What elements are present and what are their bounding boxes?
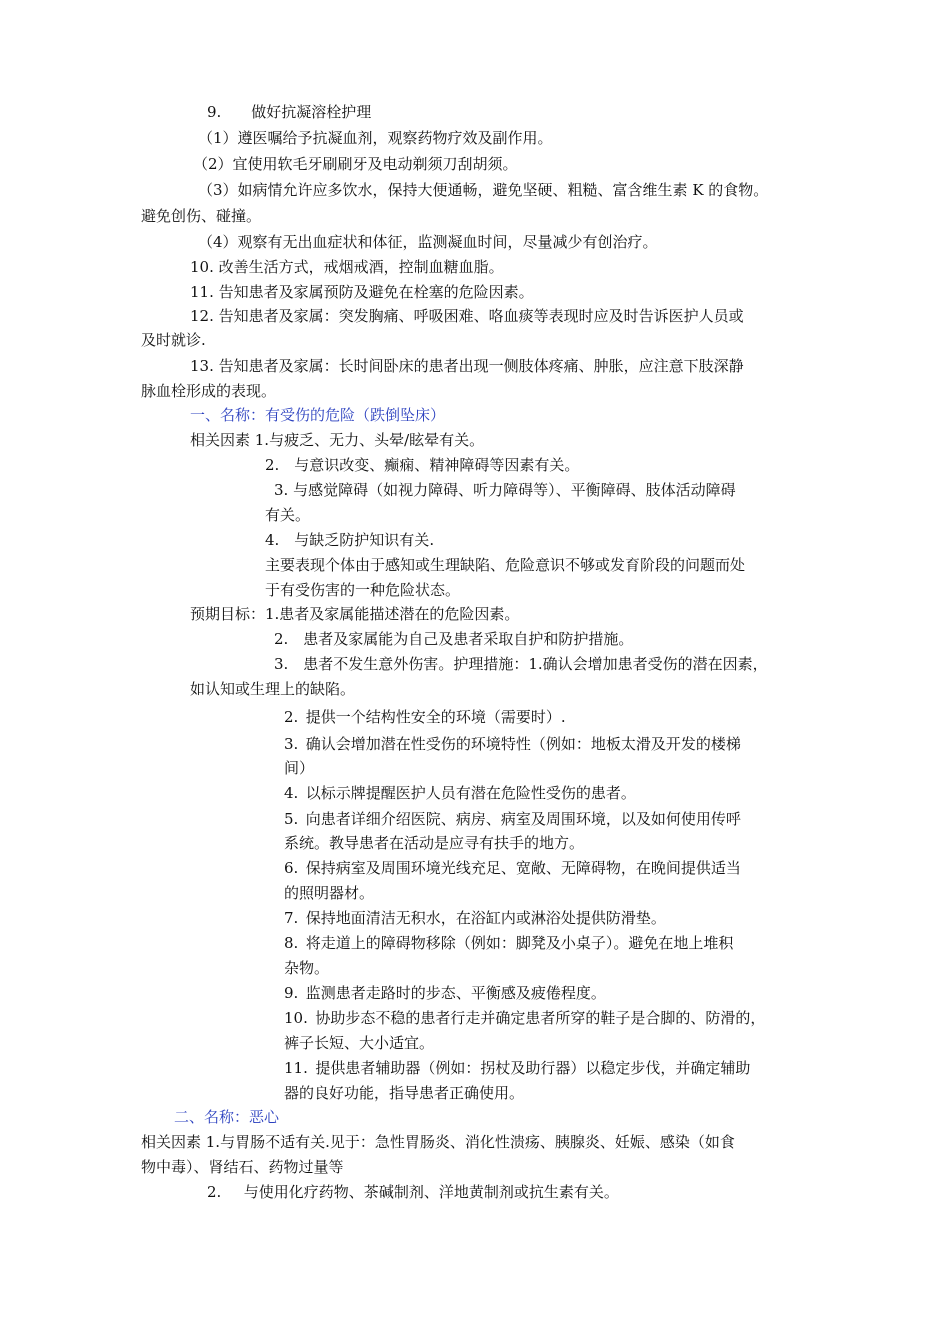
injury-factor: 2. 与意识改变、癫痫、精神障碍等因素有关。 (265, 456, 580, 474)
injury-measure-cont: 杂物。 (284, 959, 330, 977)
nausea-factor-cont: 物中毒）、肾结石、药物过量等 (141, 1158, 344, 1176)
numbered-item-13-cont: 脉血栓形成的表现。 (141, 382, 277, 400)
injury-measure: 4. 以标示牌提醒医护人员有潜在危险性受伤的患者。 (284, 784, 636, 802)
injury-factor: 3. 与感觉障碍（如视力障碍、听力障碍等）、平衡障碍、肢体活动障碍 (274, 481, 736, 499)
section-9-item: （4）观察有无出血症状和体征，监测凝血时间，尽量减少有创治疗。 (198, 233, 658, 251)
injury-goal: 2. 患者及家属能为自己及患者采取自护和防护措施。 (274, 630, 634, 648)
section-9-item: （2）宜使用软毛牙刷刷牙及电动剃须刀刮胡须。 (193, 155, 518, 173)
injury-measure: 5. 向患者详细介绍医院、病房、病室及周围环境，以及如何使用传呼 (284, 810, 741, 828)
injury-risk-title: 一、名称：有受伤的危险（跌倒坠床） (190, 406, 446, 424)
injury-measure: 7. 保持地面清洁无积水，在浴缸内或淋浴处提供防滑垫。 (284, 909, 666, 927)
injury-measure-cont: 器的良好功能，指导患者正确使用。 (284, 1084, 525, 1102)
section-9-heading: 9. 做好抗凝溶栓护理 (207, 103, 372, 121)
injury-measure-cont: 系统。教导患者在活动是应寻有扶手的地方。 (284, 834, 585, 852)
injury-description: 主要表现个体由于感知或生理缺陷、危险意识不够或发育阶段的问题而处 (265, 556, 746, 574)
section-9-item: （1）遵医嘱给予抗凝血剂，观察药物疗效及副作用。 (198, 129, 553, 147)
injury-measure: 6. 保持病室及周围环境光线充足、宽敞、无障碍物，在晚间提供适当 (284, 859, 741, 877)
section-9-item-cont: 避免创伤、碰撞。 (141, 207, 262, 225)
injury-goal-cont: 如认知或生理上的缺陷。 (190, 680, 356, 698)
numbered-item-11: 11. 告知患者及家属预防及避免在栓塞的危险因素。 (190, 283, 534, 301)
injury-measure-cont: 裤子长短、大小适宜。 (284, 1034, 435, 1052)
injury-measure: 3. 确认会增加潜在性受伤的环境特性（例如：地板太滑及开发的楼梯 (284, 735, 741, 753)
injury-measure-cont: 的照明器材。 (284, 884, 375, 902)
injury-description-cont: 于有受伤害的一种危险状态。 (265, 581, 461, 599)
numbered-item-13: 13. 告知患者及家属：长时间卧床的患者出现一侧肢体疼痛、肿胀，应注意下肢深静 (190, 357, 744, 375)
section-9-item: （3）如病情允许应多饮水，保持大便通畅，避免坚硬、粗糙、富含维生素 K 的食物。 (198, 181, 769, 199)
nausea-factor: 相关因素 1.与胃肠不适有关.见于：急性胃肠炎、消化性溃疡、胰腺炎、妊娠、感染（如食 (141, 1133, 735, 1151)
injury-measure: 9. 监测患者走路时的步态、平衡感及疲倦程度。 (284, 984, 606, 1002)
injury-factor-cont: 有关。 (265, 506, 311, 524)
numbered-item-12: 12. 告知患者及家属：突发胸痛、呼吸困难、咯血痰等表现时应及时告诉医护人员或 (190, 307, 744, 325)
injury-measure: 10. 协助步态不稳的患者行走并确定患者所穿的鞋子是合脚的、防滑的， (284, 1009, 766, 1027)
injury-factor: 相关因素 1.与疲乏、无力、头晕/眩晕有关。 (190, 431, 485, 449)
injury-measure: 11. 提供患者辅助器（例如：拐杖及助行器）以稳定步伐，并确定辅助 (284, 1059, 751, 1077)
injury-goal: 预期目标：1.患者及家属能描述潜在的危险因素。 (190, 605, 520, 623)
injury-factor: 4. 与缺乏防护知识有关. (265, 531, 435, 549)
numbered-item-10: 10. 改善生活方式，戒烟戒酒，控制血糖血脂。 (190, 258, 504, 276)
nausea-title: 二、名称：恶心 (174, 1108, 280, 1126)
numbered-item-12-cont: 及时就诊. (141, 331, 206, 349)
nausea-factor: 2. 与使用化疗药物、茶碱制剂、洋地黄制剂或抗生素有关。 (207, 1183, 619, 1201)
injury-goal: 3. 患者不发生意外伤害。护理措施：1.确认会增加患者受伤的潜在因素， (274, 655, 768, 673)
injury-measure-cont: 间） (284, 759, 315, 777)
injury-measure: 8. 将走道上的障碍物移除（例如：脚凳及小桌子）。避免在地上堆积 (284, 934, 734, 952)
injury-measure: 2. 提供一个结构性安全的环境（需要时）. (284, 708, 566, 726)
